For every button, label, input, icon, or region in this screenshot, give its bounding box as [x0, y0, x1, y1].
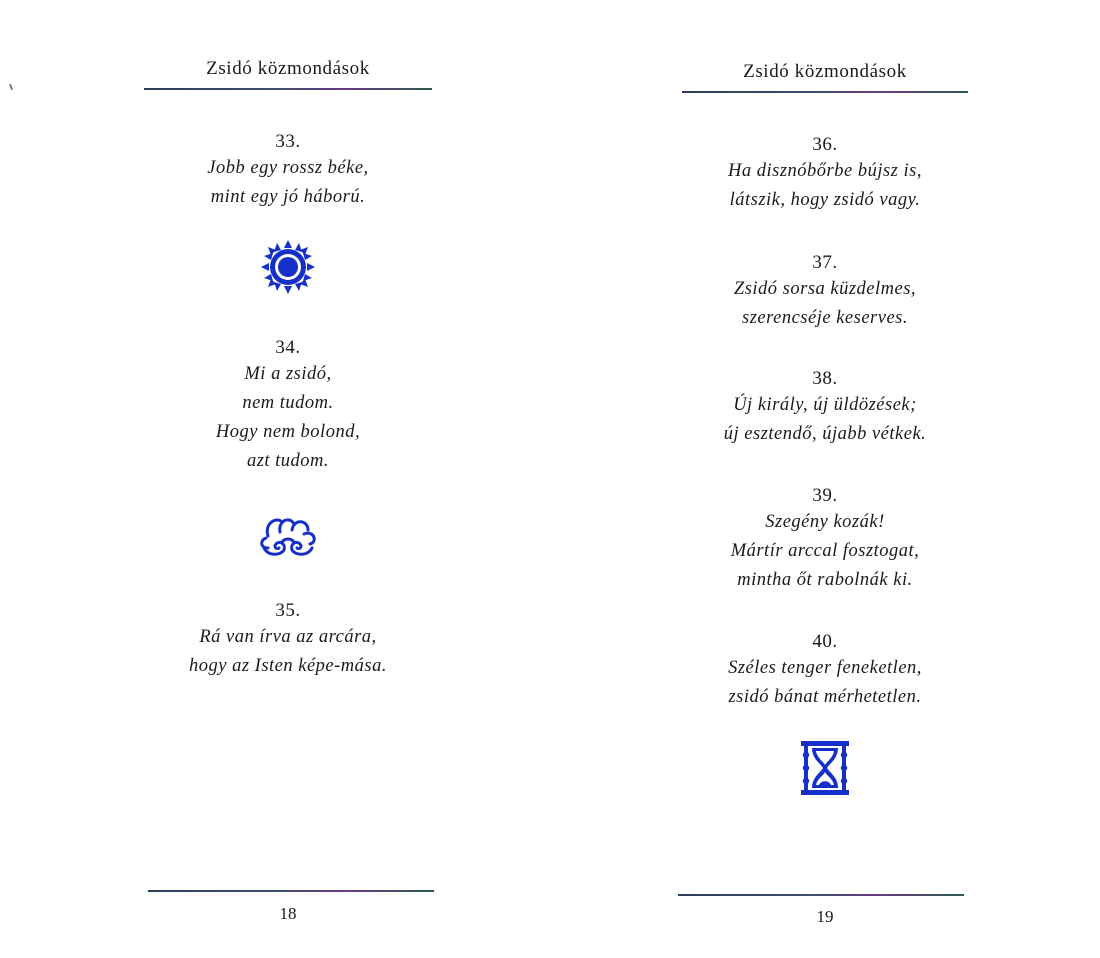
proverb-number: 34.: [275, 337, 301, 358]
header-rule: [682, 91, 968, 93]
proverb-line: látszik, hogy zsidó vagy.: [729, 190, 921, 210]
page-number: 19: [816, 907, 834, 926]
proverb-40: [678, 630, 972, 712]
proverb-line: Rá van írva az arcára,: [199, 627, 377, 647]
footer-rule: [678, 894, 964, 896]
proverb-line: mint egy jó háború.: [210, 187, 366, 207]
header-rule: [144, 88, 432, 90]
proverb-line: Mártír arccal fosztogat,: [730, 541, 920, 561]
running-head: Zsidó közmondások: [743, 61, 907, 82]
proverb-line: Széles tenger feneketlen,: [728, 658, 922, 678]
proverb-39: [678, 484, 972, 595]
proverb-line: azt tudom.: [246, 451, 330, 471]
proverb-line: Mi a zsidó,: [244, 364, 332, 384]
page-number: 18: [279, 904, 297, 923]
footer-rule: [148, 890, 434, 892]
proverb-line: Jobb egy rossz béke,: [207, 158, 369, 178]
proverb-number: 40.: [812, 631, 838, 652]
proverb-line: hogy az Isten képe-mása.: [189, 656, 387, 676]
scan-speck: [9, 84, 13, 90]
proverb-36: [678, 133, 972, 215]
running-head: Zsidó közmondások: [206, 58, 370, 79]
proverb-33: [140, 130, 436, 212]
shell-ornament-icon: [258, 514, 318, 558]
left-page: [140, 0, 436, 958]
proverb-number: 33.: [275, 131, 301, 152]
proverb-line: szerencséje keserves.: [742, 308, 908, 328]
proverb-line: Szegény kozák!: [765, 512, 885, 532]
proverb-line: Zsidó sorsa küzdelmes,: [733, 279, 917, 299]
proverb-34: [140, 336, 436, 476]
proverb-number: 39.: [812, 485, 838, 506]
proverb-line: Új király, új üldözések;: [733, 395, 917, 415]
proverb-line: zsidó bánat mérhetetlen.: [728, 687, 922, 707]
proverb-38: [678, 367, 972, 449]
proverb-line: Hogy nem bolond,: [215, 422, 361, 442]
proverb-35: [140, 599, 436, 681]
proverb-number: 38.: [812, 368, 838, 389]
proverb-line: új esztendő, újabb vétkek.: [723, 424, 927, 444]
proverb-number: 36.: [812, 134, 838, 155]
proverb-line: Ha disznóbőrbe bújsz is,: [728, 161, 922, 181]
proverb-number: 35.: [275, 600, 301, 621]
sunburst-ornament-icon: [261, 240, 315, 294]
right-page: [678, 0, 972, 958]
proverb-line: nem tudom.: [242, 393, 334, 413]
proverb-37: [678, 251, 972, 333]
hourglass-ornament-icon: [800, 741, 850, 795]
proverb-line: mintha őt rabolnák ki.: [737, 570, 913, 590]
proverb-number: 37.: [812, 252, 838, 273]
